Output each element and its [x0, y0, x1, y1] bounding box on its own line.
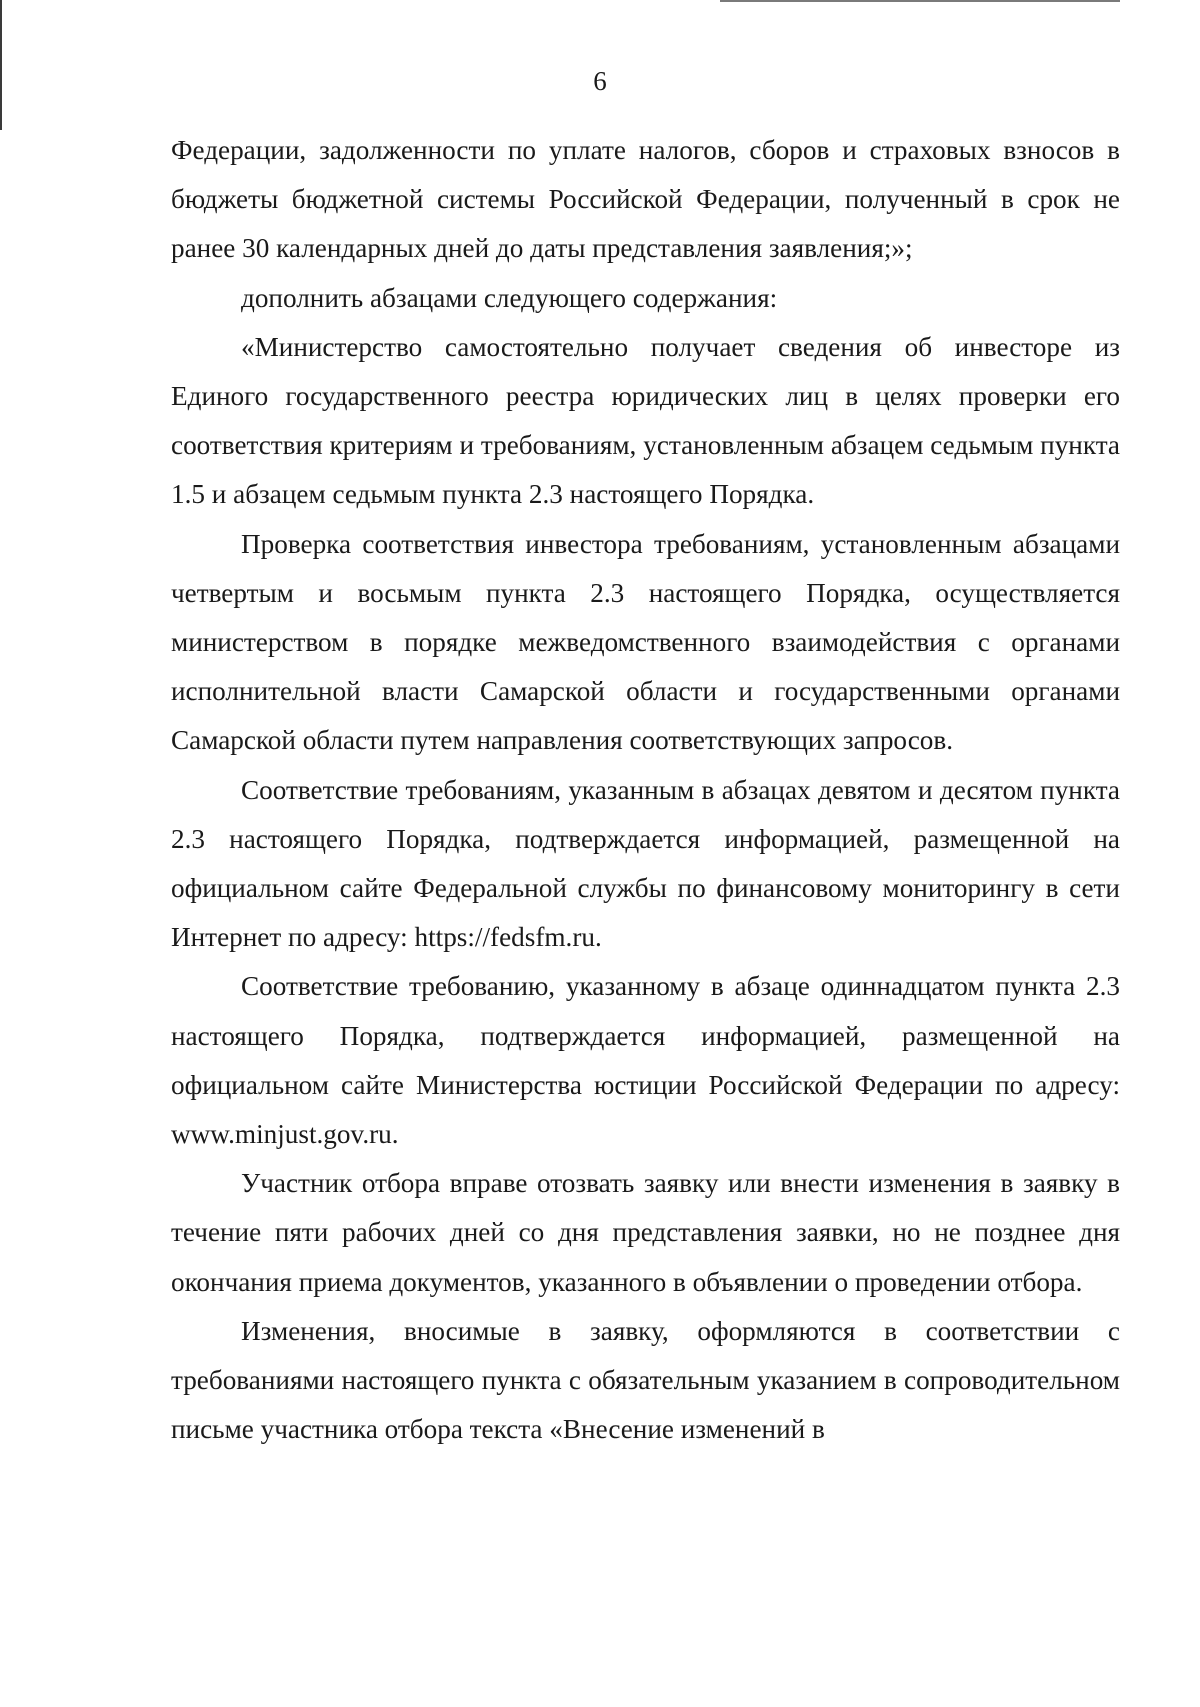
scan-edge-mark: [0, 0, 2, 130]
page-number: 6: [593, 66, 607, 96]
paragraph-fedsfm: Соответствие требованиям, указанным в абзацах девятом и десятом пункта 2.3 настоящего Порядка, подтверждается информацией, размещенной на официальном сайте Федеральной службы по финансовому мониторингу в сети Интернет по адресу: https://fedsfm.ru.: [171, 774, 1120, 953]
top-border-line: [720, 0, 1120, 2]
paragraph-ministry-info: «Министерство самостоятельно получает сведения об инвесторе из Единого государственного реестра юридических лиц в целях проверки его соответствия критериям и требованиям, установленным абзацем седьмым пункта 1.5 и абзацем седьмым пункта 2.3 настоящего Порядка.: [171, 331, 1120, 510]
paragraph-withdraw-application: Участник отбора вправе отозвать заявку или внести изменения в заявку в течение пяти рабочих дней со дня представления заявки, но не позднее дня окончания приема документов, указанного в объявлении о проведении отбора.: [171, 1168, 1120, 1297]
paragraph-changes: Изменения, вносимые в заявку, оформляются в соответствии с требованиями настоящего пункта с обязательным указанием в сопроводительном письме участника отбора текста «Внесение изменений в: [171, 1315, 1120, 1445]
paragraph-minjust: Соответствие требованию, указанному в абзаце одиннадцатом пункта 2.3 настоящего Порядка, подтверждается информацией, размещенной на официальном сайте Министерства юстиции Российской Федерации по адресу: www.minjust.gov.ru.: [171, 971, 1120, 1150]
document-body: [171, 126, 1120, 1454]
paragraph-continuation: Федерации, задолженности по уплате налогов, сборов и страховых взносов в бюджеты бюджетной системы Российской Федерации, полученный в срок не ранее 30 календарных дней до даты представления заявления;»;: [171, 135, 1120, 264]
paragraph-investor-check: Проверка соответствия инвестора требованиям, установленным абзацами четвертым и восьмым пункта 2.3 настоящего Порядка, осуществляется министерством в порядке межведомственного взаимодействия с органами исполнительной власти Самарской области и государственными органами Самарской области путем направления соответствующих запросов.: [171, 528, 1120, 756]
paragraph-addition-intro: дополнить абзацами следующего содержания:: [241, 282, 778, 313]
